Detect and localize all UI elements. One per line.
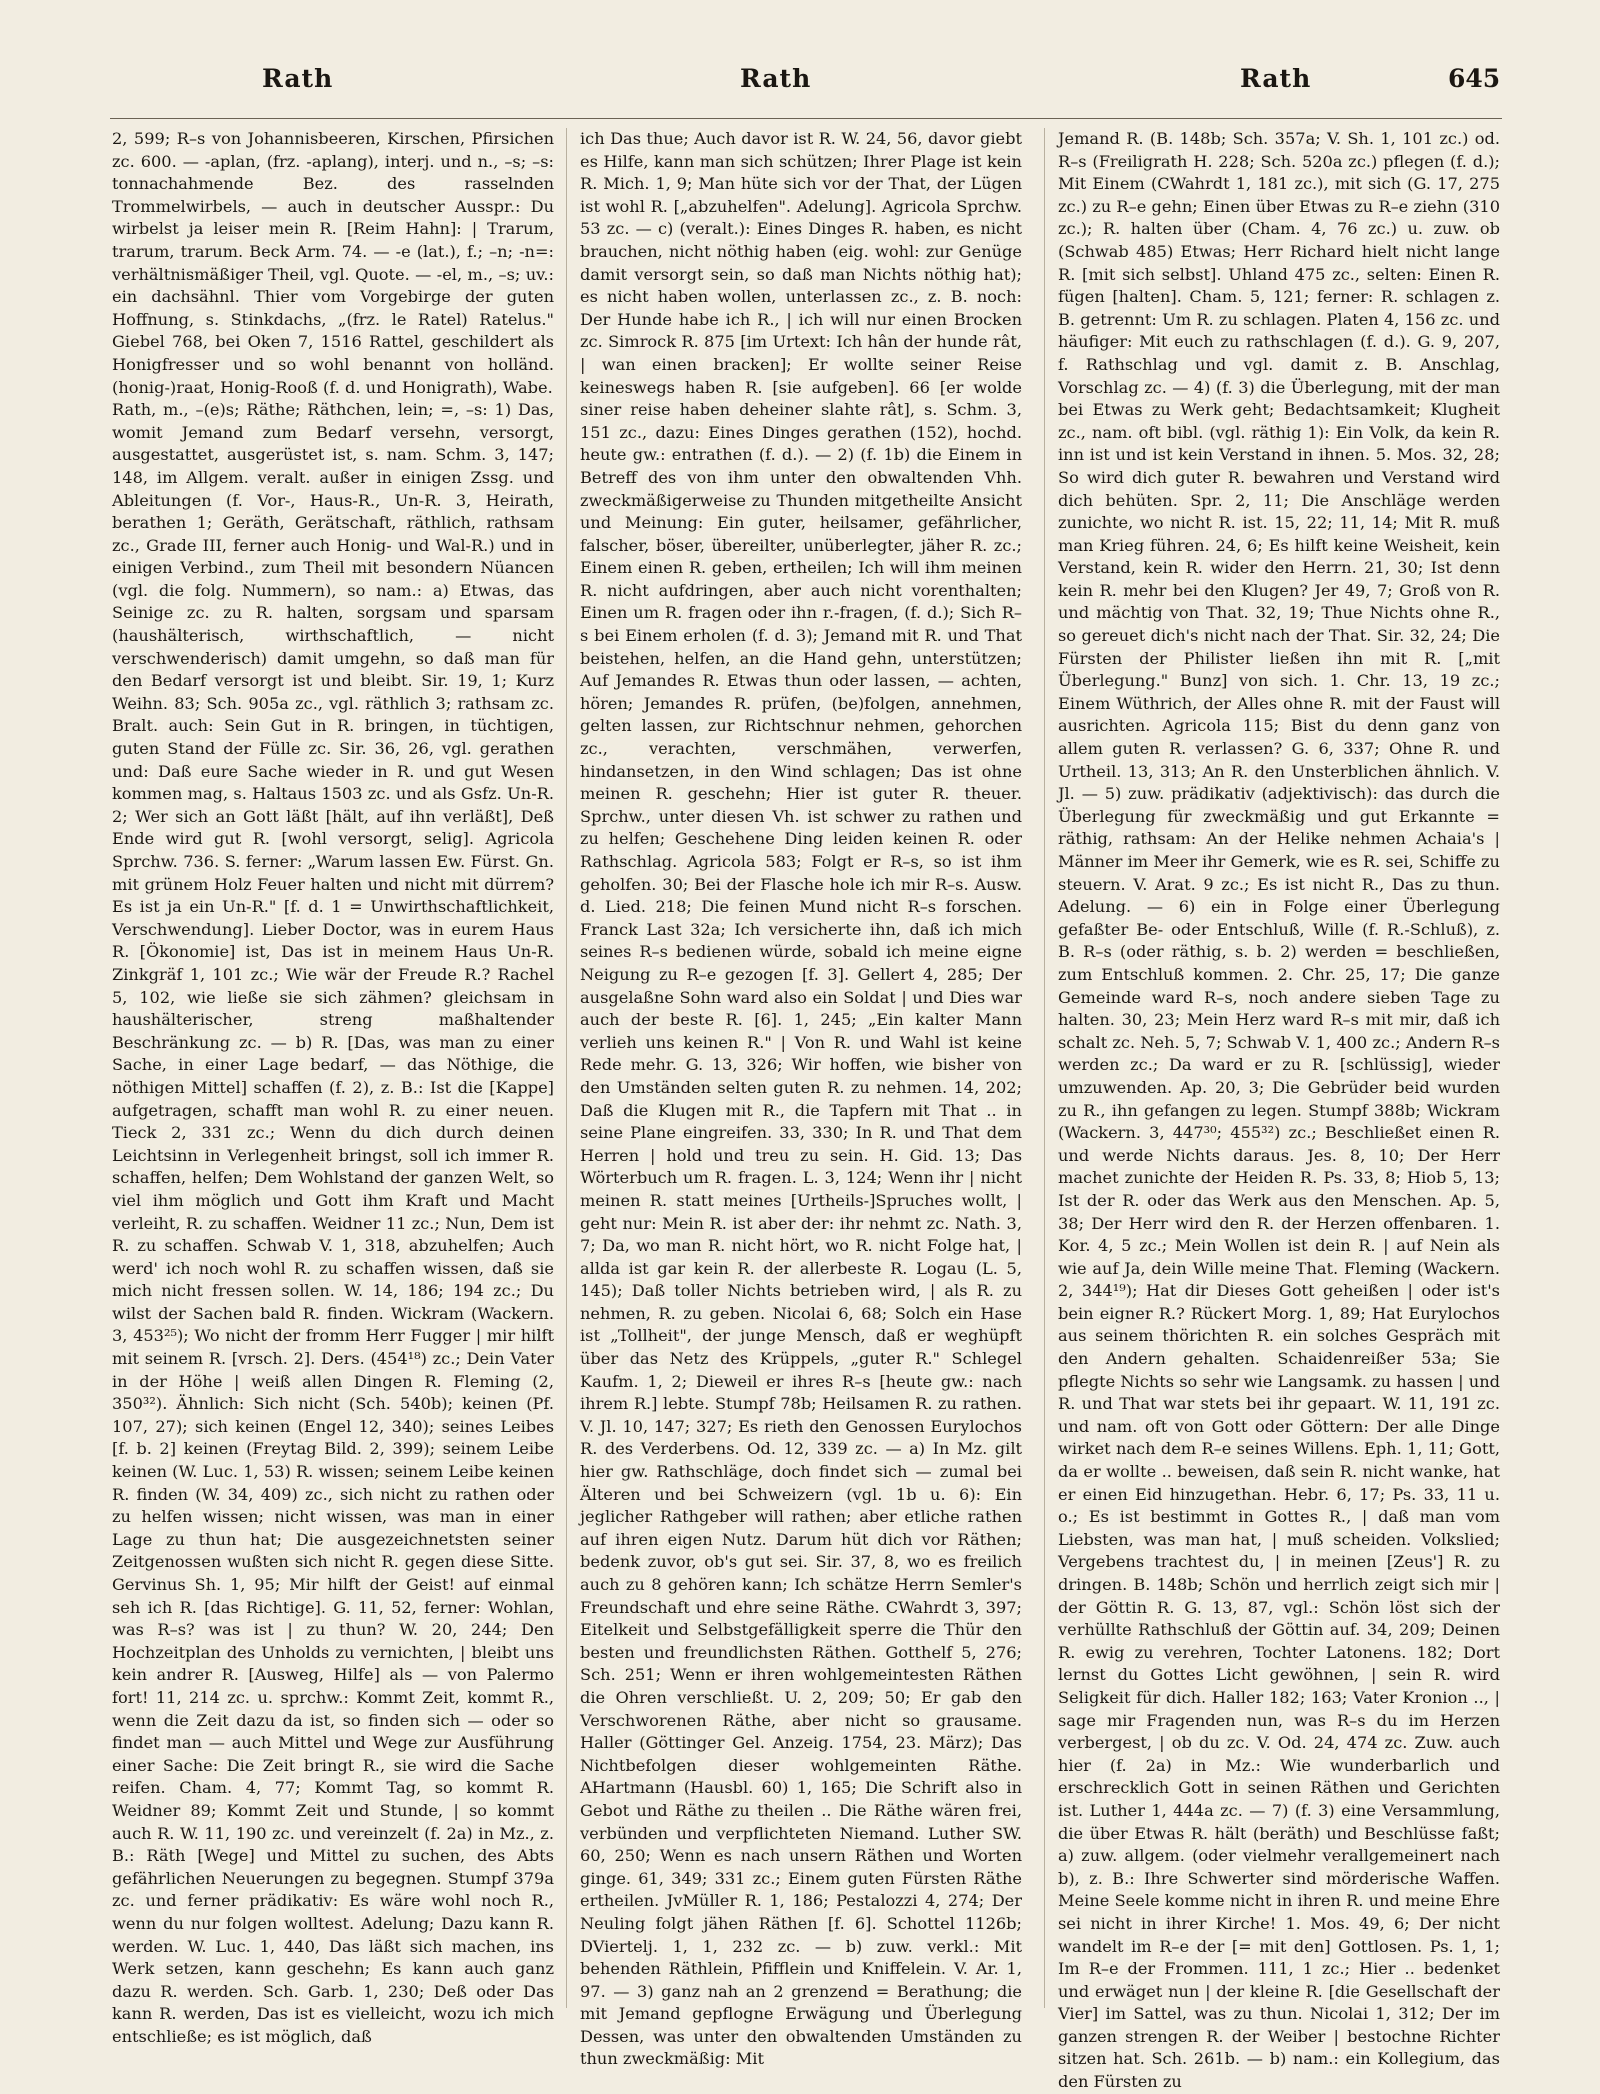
entry-paragraph-rath: Rath, m., –(e)s; Räthe; Räthchen, lein; =, –s: 1) Das, womit Jemand zum Bedarf versehn, versorgt, ausgestattet, ausgerüstet ist, s. nam. Schm. 3, 147; 148, im Allgem. veralt. außer in einigen Zssg. und Ableitungen (f. Vor-, Haus-R., Un-R. 3, Heirath, berathen 1; Geräth, Gerätschaft, räthlich, rathsam zc., Grade III, ferner auch Honig- und Wal-R.) und in einigen Verbind., zum Theil mit besondern Nüancen (vgl. die folg. Nummern), so nam.: a) Etwas, das Seinige zc. zu R. halten, sorgsam und sparsam (haushälterisch, wirthschaftlich, — nicht verschwenderisch) damit umgehn, so daß man für den Bedarf versorgt ist und bleibt. Sir. 19, 1; Kurz Weihn. 83; Sch. 905a zc., vgl. räthlich 3; rathsam zc. Bralt. auch: Sein Gut in R. bringen, in tüchtigen, guten Stand der Fülle zc. Sir. 36, 26, vgl. gerathen und: Daß eure Sache wieder in R. und gut Wesen kommen mag, s. Haltaus 1503 zc. und als Gsfz. Un-R. 2; Wer sich an Gott läßt [hält, auf ihn verläßt], Deß Ende wird gut R. [wohl versorgt, selig]. Agricola Sprchw. 736. S. ferner: „Warum lassen Ew. Fürst. Gn. mit grünem Holz Feuer halten und nicht mit dürrem? Es ist ja ein Un-R." [f. d. 1 = Unwirthschaftlichkeit, Verschwendung]. Lieber Doctor, was in eurem Haus R. [Ökonomie] ist, Das ist in meinem Haus Un-R. Zinkgräf 1, 101 zc.; Wie wär der Freude R.? Rachel 5, 102, wie ließe sie sich zähmen? gleichsam in haushälterischer, streng maßhaltender Beschränkung zc. — b) R. [Das, was man zu einer Sache, in einer Lage bedarf, — das Nöthige, die nöthigen Mittel] schaffen (f. 2), z. B.: Ist die [Kappe] aufgetragen, schafft man wohl R. zu einer neuen. Tieck 2, 331 zc.; Wenn du dich durch deinen Leichtsinn in Verlegenheit bringst, soll ich immer R. schaffen, helfen; Dem Wohlstand der ganzen Welt, so viel ihm möglich und Gott ihm Kraft und Macht verleiht, R. zu schaffen. Weidner 11 zc.; Nun, Dem ist R. zu schaffen. Schwab V. 1, 318, abzuhelfen; Auch werd' ich noch wohl R. zu schaffen wissen, daß sie mich nicht fressen sollen. W. 14, 186; 194 zc.; Du wilst der Sachen bald R. finden. Wickram (Wackern. 3, 453²⁵); Wo nicht der fromm Herr Fugger | mir hilft mit seinem R. [vrsch. 2]. Ders. (454¹⁸) zc.; Dein Vater in der Höhe | weiß allen Dingen R. Fleming (2, 350³²). Ähnlich: Sich nicht (Sch. 540b); keinen (Pf. 107, 27); sich keinen (Engel 12, 340); seines Leibes [f. b. 2] keinen (Freytag Bild. 2, 399); seinem Leibe keinen (W. Luc. 1, 53) R. wissen; seinem Leibe keinen R. finden (W. 34, 409) zc., sich nicht zu rathen oder zu helfen wissen; nicht wissen, was man in einer Lage zu thun hat; Die ausgezeichnetsten seiner Zeitgenossen wußten sich nicht R. gegen diese Sitte. Gervinus Sh. 1, 95; Mir hilft der Geist! auf einmal seh ich R. [das Richtige]. G. 11, 52, ferner: Wohlan, was R–s? was ist | zu thun? W. 20, 244; Den Hochzeitplan des Unholds zu vernichten, | bleibt uns kein andrer R. [Ausweg, Hilfe] als — von Palermo fort! 11, 214 zc. u. sprchw.: Kommt Zeit, kommt R., wenn die Zeit dazu da ist, so finden sich — oder so findet man — auch Mittel und Wege zur Ausführung einer Sache: Die Zeit bringt R., sie wird die Sache reifen. Cham. 4, 77; Kommt Tag, so kommt R. Weidner 89; Kommt Zeit und Stunde, | so kommt auch R. W. 11, 190 zc. und vereinzelt (f. 2a) in Mz., z. B.: Räth [Wege] und Mittel zu suchen, des Abts gefährlichen Neuerungen zu begegnen. Stumpf 379a zc. und ferner prädikativ: Es wäre wohl noch R., wenn du nur folgen wolltest. Adelung; Dazu kann R. werden. W. Luc. 1, 440, Das läßt sich machen, ins Werk setzen, kann geschehn; Es kann auch ganz dazu R. werden. Sch. Garb. 1, 230; Deß oder Das kann R. werden, Das ist es vielleicht, wozu ich mich entschließe; es ist möglich, daß [112,400,554,2046]
column-divider [566,128,567,2008]
header-rule [110,118,1502,119]
entry-paragraph: ich Das thue; Auch davor ist R. W. 24, 56, davor giebt es Hilfe, kann man sich schützen; Ihrer Plage ist kein R. Mich. 1, 9; Man hüte sich vor der That, der Lügen ist wohl R. [„abzuhelfen". Adelung]. Agricola Sprchw. 53 zc. — c) (veralt.): Eines Dinges R. haben, es nicht brauchen, nicht nöthig haben (eig. wohl: zur Genüge damit versorgt sein, so daß man Nichts nöthig hat); es nicht haben wollen, unterlassen zc., z. B. noch: Der Hunde habe ich R., | ich will nur einen Brocken zc. Simrock R. 875 [im Urtext: Ich hân der hunde rât, | wan einen bracken]; Er wollte seiner Reise keineswegs haben R. [sie aufgeben]. 66 [er wolde siner reise haben deheiner slahte rât], s. Schm. 3, 151 zc., dazu: Eines Dinges gerathen (152), hochd. heute gw.: entrathen (f. d.). — 2) (f. 1b) die Einem in Betreff des von ihm unter den obwaltenden Vhh. zweckmäßigerweise zu Thunden mitgetheilte Ansicht und Meinung: Ein guter, heilsamer, gefährlicher, falscher, böser, übereilter, unüberlegter, jäher R. zc.; Einem einen R. geben, ertheilen; Ich will ihm meinen R. nicht aufdringen, aber auch nicht vorenthalten; Einen um R. fragen oder ihn r.-fragen, (f. d.); Sich R–s bei Einem erholen (f. d. 3); Jemand mit R. und That beistehen, helfen, an die Hand gehn, unterstützen; Auf Jemandes R. Etwas thun oder lassen, — achten, hören; Jemandes R. prüfen, (be)folgen, annehmen, gelten lassen, zur Richtschnur nehmen, gehorchen zc., verachten, verschmähen, verwerfen, hindansetzen, in den Wind schlagen; Das ist ohne meinen R. geschehn; Hier ist guter R. theuer. Sprchw., unter diesen Vh. ist schwer zu rathen und zu helfen; Geschehene Ding leiden keinen R. oder Rathschlag. Agricola 583; Folgt er R–s, so ist ihm geholfen. 30; Bei der Flasche hole ich mir R–s. Ausw. d. Lied. 218; Die feinen Mund nicht R–s forschen. Franck Last 32a; Ich versicherte ihn, daß ich mich seines R–s bedienen würde, sobald ich meine eigne Neigung zu R–e gezogen [f. 3]. Gellert 4, 285; Der ausgelaßne Sohn ward also ein Soldat | und Dies war auch der beste R. [6]. 1, 245; „Ein kalter Mann verlieh uns keinen R." | Von R. und Wahl ist keine Rede mehr. G. 13, 326; Wir hoffen, wie bisher von den Umständen selten guten R. zu nehmen. 14, 202; Daß die Klugen mit R., die Tapfern mit That .. in seine Plane eingreifen. 33, 330; In R. und That dem Herren | hold und treu zu sein. H. Gid. 13; Das Wörterbuch um R. fragen. L. 3, 124; Wenn ihr | nicht meinen R. statt meines [Urtheils-]Spruches wollt, | geht nur: Mein R. ist aber der: ihr nehmt zc. Nath. 3, 7; Da, wo man R. nicht hört, wo R. nicht Folge hat, | allda ist gar kein R. der allerbeste R. Logau (L. 5, 145); Daß toller Nichts betrieben wird, | als R. zu nehmen, R. zu geben. Nicolai 6, 68; Solch ein Hase ist „Tollheit", der junge Mensch, daß er weghüpft über das Netz des Krüppels, „guter R." Schlegel Kaufm. 1, 2; Dieweil er ihres R–s [heute gw.: nach ihrem R.] lebte. Stumpf 78b; Heilsamen R. zu rathen. V. Jl. 10, 147; 327; Es rieth den Genossen Eurylochos R. des Verderbens. Od. 12, 339 zc. — a) In Mz. gilt hier gw. Rathschläge, doch findet sich — zumal bei Älteren und bei Schweizern (vgl. 1b u. 6): Ein jeglicher Rathgeber will rathen; aber etliche rathen auf ihren eigen Nutz. Darum hüt dich vor Räthen; bedenk zuvor, ob's gut sei. Sir. 37, 8, wo es freilich auch zu 8 gehören kann; Ich schätze Herrn Semler's Freundschaft und ehre seine Räthe. CWahrdt 3, 397; Eitelkeit und Selbstgefälligkeit sperre die Thür den besten und freundlichsten Räthen. Gotthelf 5, 276; Sch. 251; Wenn er ihren wohlgemeintesten Räthen die Ohren verschließt. U. 2, 209; 50; Er gab den Verschworenen Räthe, aber nicht so grausame. Haller (Göttinger Gel. Anzeig. 1754, 23. März); Das Nichtbefolgen dieser wohlgemeinten Räthe. AHartmann (Hausbl. 60) 1, 165; Die Schrift also in Gebot und Räthe zu theilen .. Die Räthe wären frei, verbünden und verpflichteten Niemand. Luther SW. 60, 250; Wenn es nach unsern Räthen und Worten ginge. 61, 349; 331 zc.; Einem guten Fürsten Räthe ertheilen. JvMüller R. 1, 186; Pestalozzi 4, 274; Der Neuling folgt jähen Räthen [f. 6]. Schottel 1126b; DViertelj. 1, 1, 232 zc. — b) zuw. verkl.: Mit behenden Räthlein, Pfifflein und Kniffelein. V. Ar. 1, 97. — 3) ganz nah an 2 grenzend = Berathung; die mit Jemand gepflogne Erwägung und Überlegung Dessen, was unter den obwaltenden Umständen zu thun zweckmäßig: Mit [580,129,1022,2069]
running-head-left: Rath [262,64,334,93]
entry-paragraph: Jemand R. (B. 148b; Sch. 357a; V. Sh. 1, 101 zc.) od. R–s (Freiligrath H. 228; Sch. 520a zc.) pflegen (f. d.); Mit Einem (CWahrdt 1, 181 zc.), mit sich (G. 17, 275 zc.) zu R–e gehn; Einen über Etwas zu R–e ziehn (310 zc.); R. halten über (Cham. 4, 76 zc.) u. zuw. ob (Schwab 485) Etwas; Herr Richard hielt nicht lange R. [mit sich selbst]. Uhland 475 zc., selten: Einen R. fügen [halten]. Cham. 5, 121; ferner: R. schlagen z. B. getrennt: Um R. zu schlagen. Platen 4, 156 zc. und häufiger: Mit euch zu rathschlagen (f. d.). G. 9, 207, f. Rathschlag und vgl. damit z. B. Anschlag, Vorschlag zc. — 4) (f. 3) die Überlegung, mit der man bei Etwas zu Werk geht; Bedachtsamkeit; Klugheit zc., nam. oft bibl. (vgl. räthig 1): Ein Volk, da kein R. inn ist und ist kein Verstand in ihnen. 5. Mos. 32, 28; So wird dich guter R. bewahren und Verstand wird dich behüten. Spr. 2, 11; Die Anschläge werden zunichte, wo nicht R. ist. 15, 22; 11, 14; Mit R. muß man Krieg führen. 24, 6; Es hilft keine Weisheit, kein Verstand, kein R. wider den Herrn. 21, 30; Ist denn kein R. mehr bei den Klugen? Jer 49, 7; Groß von R. und mächtig von That. 32, 19; Thue Nichts ohne R., so gereuet dich's nicht nach der That. Sir. 32, 24; Die Fürsten der Philister ließen ihn mit R. [„mit Überlegung." Bunz] von sich. 1. Chr. 13, 19 zc.; Einem Wüthrich, der Alles ohne R. mit der Faust will ausrichten. Agricola 115; Bist du denn ganz von allem guten R. verlassen? G. 6, 337; Ohne R. und Urtheil. 13, 313; An R. den Unsterblichen ähnlich. V. Jl. — 5) zuw. prädikativ (adjektivisch): das durch die Überlegung für zweckmäßig und gut Erkannte = räthig, rathsam: An der Helike nehmen Achaia's | Männer im Meer ihr Gemerk, wie es R. sei, Schiffe zu steuern. V. Arat. 9 zc.; Es ist nicht R., Das zu thun. Adelung. — 6) ein in Folge einer Überlegung gefaßter Be- oder Entschluß, Wille (f. R.-Schluß), z. B. R–s (oder räthig, s. b. 2) werden = beschließen, zum Entschluß kommen. 2. Chr. 25, 17; Die ganze Gemeinde ward R–s, noch andere sieben Tage zu halten. 30, 23; Mein Herz ward R–s mit mir, daß ich schalt zc. Neh. 5, 7; Schwab V. 1, 400 zc.; Andern R–s werden zc.; Da ward er zu R. [schlüssig], wieder umzuwenden. Ap. 20, 3; Die Gebrüder beid wurden zu R., ihn gefangen zu legen. Stumpf 388b; Wickram (Wackern. 3, 447³⁰; 455³²) zc.; Beschließet einen R. und werde Nichts daraus. Jes. 8, 10; Der Herr machet zunichte der Heiden R. Ps. 33, 8; Hiob 5, 13; Ist der R. oder das Werk aus den Menschen. Ap. 5, 38; Der Herr wird den R. der Herzen offenbaren. 1. Kor. 4, 5 zc.; Mein Wollen ist dein R. | auf Nein als wie auf Ja, dein Wille meine That. Fleming (Wackern. 2, 344¹⁹); Hat dir Dieses Gott geheißen | oder ist's bein eigner R.? Rückert Morg. 1, 89; Hat Eurylochos aus seinem thörichten R. ein solches Gespräch mit den Andern gehalten. Schaidenreißer 53a; Sie pflegte Nichts so sehr wie Langsamk. zu hassen | und R. und That war stets bei ihr gepaart. W. 11, 191 zc. und nam. oft von Gott oder Göttern: Der alle Dinge wirket nach dem R–e seines Willens. Eph. 1, 11; Gott, da er wollte .. beweisen, daß sein R. nicht wanke, hat er einen Eid hinzugethan. Hebr. 6, 17; Ps. 33, 11 u. o.; Es ist bestimmt in Gottes R., | daß man vom Liebsten, was man hat, | muß scheiden. Volkslied; Vergebens trachtest du, | in meinen [Zeus'] R. zu dringen. B. 148b; Schön und herrlich zeigt sich mir | der Göttin R. G. 13, 87, vgl.: Schön löst sich der verhüllte Rathschluß der Göttin auf. 34, 209; Deinen R. ewig zu verehren, Tochter Latonens. 182; Dort lernst du Gottes Licht gewöhnen, | sein R. wird Seligkeit für dich. Haller 182; 163; Vater Kronion .., | sage mir Fragenden nun, was R–s du im Herzen verbergest, | ob du zc. V. Od. 24, 474 zc. Zuw. auch hier (f. 2a) in Mz.: Wie wunderbarlich und erschrecklich Gott in seinen Räthen und Gerichten ist. Luther 1, 444a zc. — 7) (f. 3) eine Versammlung, die über Etwas R. hält (beräth) und Beschlüsse faßt; a) zuw. allgem. (oder vielmehr verallgemeinert nach b), z. B.: Ihre Schwerter sind mörderische Waffen. Meine Seele komme nicht in ihren R. und meine Ehre sei nicht in ihrer Kirche! 1. Mos. 49, 6; Der nicht wandelt im R–e der [= mit den] Gottlosen. Ps. 1, 1; Im R–e der Frommen. 111, 1 zc.; Hier .. bedenket und erwäget nun | der kleine R. [die Gesellschaft der Vier] im Sattel, was zu thun. Nicolai 1, 312; Der im ganzen strengen R. der Weiber | bestochne Richter sitzen hat. Sch. 261b. — b) nam.: ein Kollegium, das den Fürsten zu [1058,129,1500,2092]
text-column-left [112,128,554,2046]
text-column-middle [580,128,1022,2069]
running-head-right: Rath [1240,64,1312,93]
running-head-center: Rath [740,64,812,93]
column-divider [1044,128,1045,2008]
text-column-right [1058,128,1500,2092]
page-number: 645 [1448,64,1501,93]
entry-paragraph: 2, 599; R–s von Johannisbeeren, Kirschen, Pfirsichen zc. 600. — -aplan, (frz. -aplang), interj. und n., –s; –s: tonnachahmende Bez. des rasselnden Trommelwirbels, — auch in deutscher Ausspr.: Du wirbelst ja leiser mein R. [Reim Hahn]: | Trarum, trarum, trarum. Beck Arm. 74. — -e (lat.), f.; –n; -n=: verhältnismäßiger Theil, vgl. Quote. — -el, m., –s; uv.: ein dachsähnl. Thier vom Vorgebirge der guten Hoffnung, s. Stinkdachs, „(frz. le Ratel) Ratelus." Giebel 768, bei Oken 7, 1516 Rattel, geschildert als Honigfresser und so wohl benannt von holländ. (honig-)raat, Honig-Rooß (f. d. und Honigrath), Wabe. [112,129,554,397]
page-header [0,52,1600,102]
